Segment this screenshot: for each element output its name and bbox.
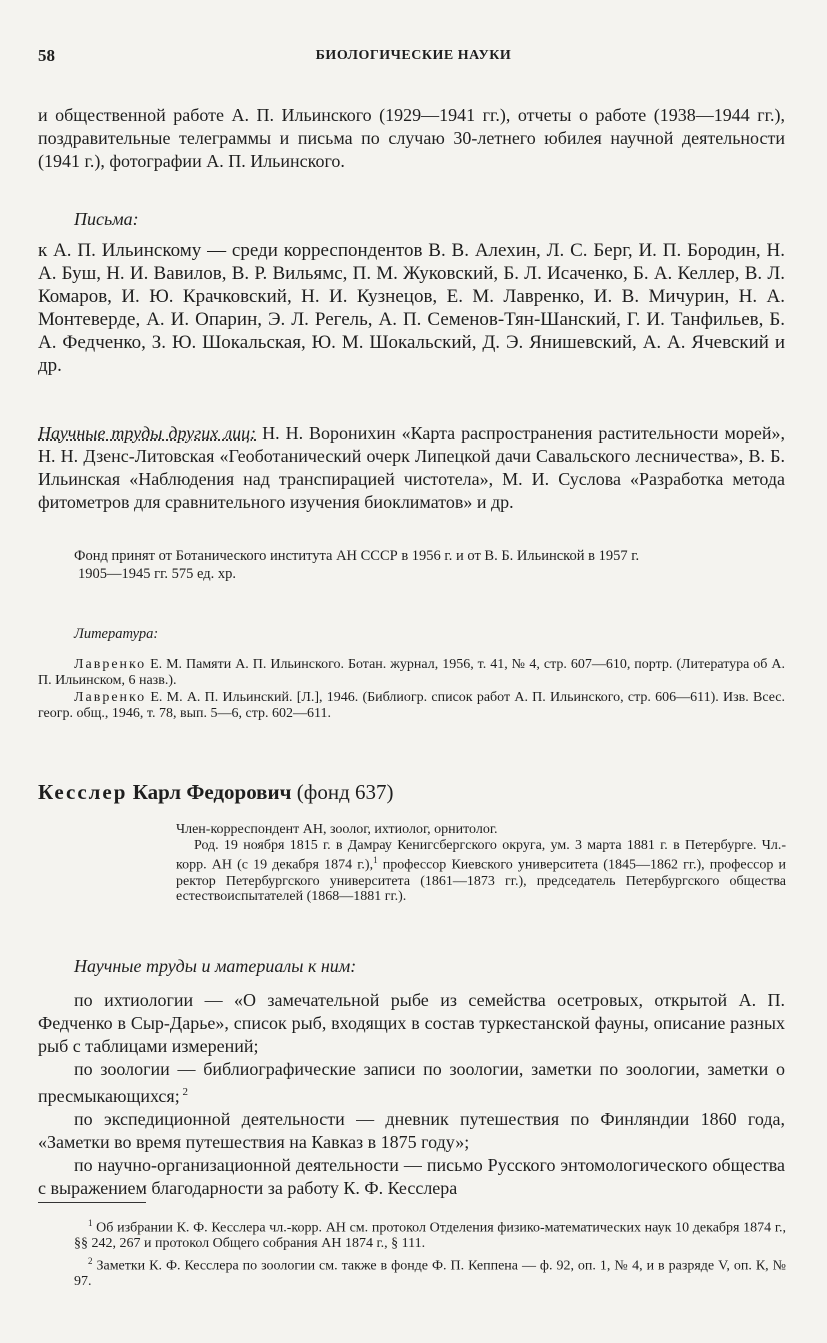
kessler-name: Карл Федорович	[127, 780, 292, 804]
kessler-works-heading: Научные труды и материалы к ним:	[74, 956, 357, 976]
kessler-bio-part: Род. 19 ноября 1815 г. в Дамрау Кенигсбергского округа, ум. 3 марта 1881 г. в Петербурге. Чл.-корр. АН (с 19 декабря 1874 г.),	[176, 837, 786, 874]
literature-item	[38, 657, 785, 688]
kessler-works-list	[38, 989, 785, 1200]
footnotes	[74, 1216, 786, 1290]
footnote-ref-2: 2	[179, 1086, 188, 1098]
works-organization: по научно-организационной деятельности — письмо Русского энтомологического общества с выражением благодарности за работу К. Ф. Кесслера	[38, 1155, 785, 1198]
page-number: 58	[38, 46, 55, 65]
footnote-2	[74, 1254, 786, 1290]
works-ichthyology: по ихтиологии — «О замечательной рыбе из семейства осетровых, открытой А. П. Федченко в Сыр-Дарье», список рыб, входящих в состав туркестанской фауны, описание разных рыб с таблицами измерений;	[38, 990, 785, 1056]
literature-item	[38, 690, 785, 721]
footnote-text: Заметки К. Ф. Кесслера по зоологии см. также в фонде Ф. П. Кеппена — ф. 92, оп. 1, № 4, и в разряде V, оп. К, № 97.	[74, 1258, 786, 1290]
section-heading-kessler	[38, 780, 394, 805]
fond-note-line2: 1905—1945 гг. 575 ед. хр.	[78, 565, 237, 582]
others-works-paragraph	[38, 422, 785, 514]
footnote-mark: 1	[88, 1218, 93, 1228]
kessler-bio-part: профессор Киевского университета (1845—1862 гг.), профессор и ректор Петербургского университета (1861—1873 гг.), председатель Петербургского общества естествоиспытателей (1868—1881 гг.).	[176, 858, 787, 905]
literature-text: Е. М. Памяти А. П. Ильинского. Ботан. журнал, 1956, т. 41, № 4, стр. 607—610, портр. (Литература об А. П. Ильинском, 6 назв.).	[38, 657, 785, 688]
fond-note	[38, 548, 785, 583]
letters-text: к А. П. Ильинскому — среди корреспондентов В. В. Алехин, Л. С. Берг, И. П. Бородин, Н. А. Буш, Н. И. Вавилов, В. Р. Вильямс, П. М. Жуковский, Б. Л. Исаченко, Б. А. Келлер, В. Л. Комаров, И. Ю. Крачковский, Н. И. Кузнецов, Е. М. Лавренко, И. В. Мичурин, Н. А. Монтеверде, А. И. Опарин, Э. Л. Регель, А. П. Семенов-Тян-Шанский, Г. И. Танфильев, Б. А. Федченко, З. Ю. Шокальская, Ю. М. Шокальский, Д. Э. Янишевский, А. А. Ячевский и др.	[38, 240, 785, 376]
fond-note-line1: Фонд принят от Ботанического института АН СССР в 1956 г. и от В. Б. Ильинской в 1957 г.	[74, 548, 640, 564]
literature-text: Е. М. А. П. Ильинский. [Л.], 1946. (Библиогр. список работ А. П. Ильинского, стр. 606—611). Изв. Всес. геогр. общ., 1946, т. 78, вып. 5—6, стр. 602—611.	[38, 690, 785, 721]
literature-list	[38, 657, 785, 721]
works-zoology	[38, 1058, 785, 1108]
footnote-divider	[38, 1202, 146, 1203]
kessler-bio	[176, 838, 786, 905]
page-header	[38, 46, 789, 70]
continuation-paragraph: и общественной работе А. П. Ильинского (1929—1941 гг.), отчеты о работе (1938—1944 гг.), поздравительные телеграммы и письма по случаю 30-летнего юбилея научной деятельности (1941 г.), фотографии А. П. Ильинского.	[38, 105, 785, 171]
literature-author: Лавренко	[74, 657, 147, 672]
works-expeditions: по экспедиционной деятельности — дневник путешествия по Финляндии 1860 года, «Заметки во время путешествия на Кавказ в 1875 году»;	[38, 1109, 785, 1152]
literature-author: Лавренко	[74, 690, 147, 705]
works-zoology-text: по зоологии — библиографические записи по зоологии, заметки по зоологии, заметки о пресмыкающихся;	[38, 1059, 785, 1106]
others-works-text: Н. Н. Воронихин «Карта распространения растительности морей», Н. Н. Дзенс-Литовская «Геоботанический очерк Липецкой дачи Савальского лесничества», В. Б. Ильинская «Наблюдения над транспирацией чистотела», М. И. Суслова «Разработка метода фитометров для сравнительного изучения биоклиматов» и др.	[38, 423, 786, 512]
footnote-mark: 2	[88, 1256, 93, 1267]
kessler-biography	[176, 822, 786, 905]
footnote-1	[74, 1216, 786, 1252]
kessler-fond: (фонд 637)	[291, 780, 394, 804]
letters-paragraph	[38, 239, 785, 377]
footnote-ref-1: 1	[373, 855, 378, 866]
footnote-text: Об избрании К. Ф. Кесслера чл.-корр. АН см. протокол Отделения физико-математических наук 10 декабря 1874 г., §§ 242, 267 и протокол Общего собрания АН 1874 г., § 111.	[74, 1220, 786, 1252]
literature-heading: Литература:	[74, 626, 159, 642]
letters-heading: Письма:	[74, 209, 139, 229]
kessler-role: Член-корреспондент АН, зоолог, ихтиолог, орнитолог.	[176, 822, 498, 837]
others-works-label: Научные труды других лиц:	[38, 423, 257, 443]
kessler-surname: Кесслер	[38, 780, 128, 804]
running-head: БИОЛОГИЧЕСКИЕ НАУКИ	[315, 48, 512, 63]
